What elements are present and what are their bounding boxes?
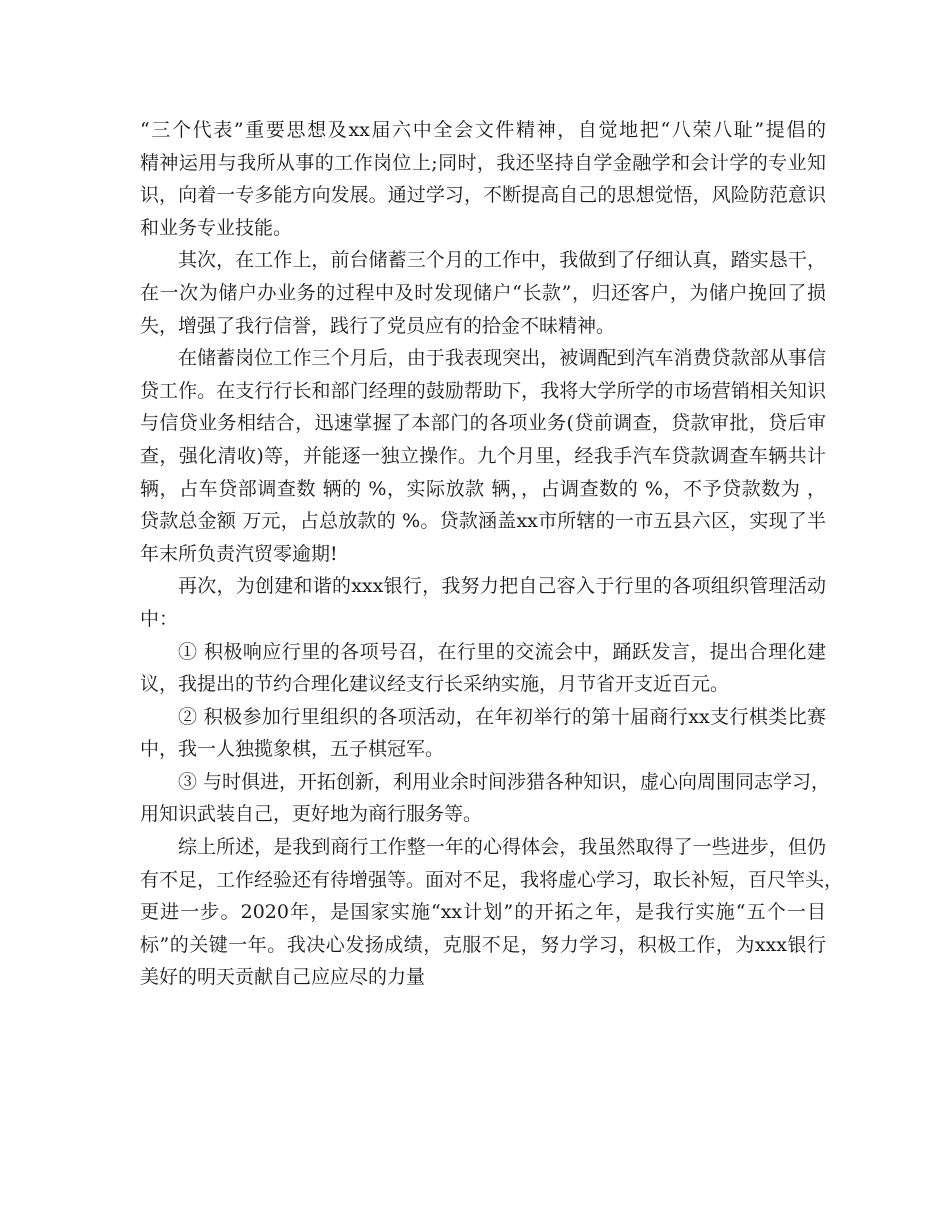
text-line: ① 积极响应行里的各项号召，在行里的交流会中，踊跃发言，提出合理化建 (178, 640, 826, 663)
text-line: 议，我提出的节约合理化建议经支行长采纳实施，月节省开支近百元。 (140, 673, 730, 696)
text-line: 精神运用与我所从事的工作岗位上;同时，我还坚持自学金融学和会计学的专业知 (140, 151, 826, 174)
paragraph (140, 766, 831, 831)
text-line: 年末所负责汽贸零逾期! (140, 542, 338, 565)
text-line: “三个代表”重要思想及xx届六中全会文件精神，自觉地把“八荣八耻”提倡的 (140, 119, 826, 141)
text-line: 失，增强了我行信誉，践行了党员应有的拾金不昧精神。 (140, 314, 616, 337)
text-line: ② 积极参加行里组织的各项活动，在年初举行的第十届商行xx支行棋类比赛 (178, 705, 826, 728)
text-line: 在一次为储户办业务的过程中及时发现储户“长款”，归还客户，为储户挽回了损 (140, 281, 826, 304)
text-line: 中，我一人独揽象棋，五子棋冠军。 (140, 738, 445, 761)
text-line: 综上所述，是我到商行工作整一年的心得体会，我虽然取得了一些进步，但仍 (178, 836, 826, 859)
text-line: 美好的明天贡献自己应应尽的力量 (140, 966, 426, 989)
text-line: 贷工作。在支行行长和部门经理的鼓励帮助下，我将大学所学的市场营销相关知识 (140, 379, 826, 402)
document-body (140, 114, 844, 994)
text-line: 标”的关键一年。我决心发扬成绩，克服不足，努力学习，积极工作，为xxx银行 (140, 933, 826, 956)
paragraph (140, 114, 826, 244)
paragraph (140, 701, 826, 766)
text-line: 有不足，工作经验还有待增强等。面对不足，我将虚心学习，取长补短，百尺竿头， (140, 868, 844, 891)
text-line: 其次，在工作上，前台储蓄三个月的工作中，我做到了仔细认真，踏实恳干， (178, 249, 826, 272)
text-line: 贷款总金额 万元，占总放款的 %。贷款涵盖xx市所辖的一市五县六区，实现了半 (140, 510, 826, 533)
text-line: 中： (140, 607, 179, 630)
text-line: ③ 与时俱进，开拓创新，利用业余时间涉猎各种知识，虚心向周围同志学习， (178, 770, 831, 793)
text-line: 查，强化清收)等，并能逐一独立操作。九个月里，经我手汽车贷款调查车辆共计 (140, 444, 826, 467)
paragraph (140, 636, 826, 701)
text-line: 识，向着一专多能方向发展。通过学习，不断提高自己的思想觉悟，风险防范意识 (140, 184, 826, 207)
paragraph (140, 831, 844, 994)
text-line: 再次，为创建和谐的xxx银行，我努力把自己容入于行里的各项组织管理活动 (178, 575, 826, 598)
text-line: 辆，占车贷部调查数 辆的 %，实际放款 辆，，占调查数的 %，不予贷款数为 ， (140, 477, 826, 500)
text-line: 用知识武装自己，更好地为商行服务等。 (140, 803, 483, 826)
paragraph (140, 244, 826, 342)
text-line: 在储蓄岗位工作三个月后，由于我表现突出，被调配到汽车消费贷款部从事信 (178, 347, 826, 370)
paragraph (140, 570, 826, 635)
text-line: 与信贷业务相结合，迅速掌握了本部门的各项业务(贷前调查，贷款审批，贷后审 (140, 412, 826, 435)
text-line: 更进一步。2020年，是国家实施“xx计划”的开拓之年，是我行实施“五个一目 (140, 901, 826, 924)
paragraph (140, 342, 826, 570)
text-line: 和业务专业技能。 (140, 216, 293, 239)
